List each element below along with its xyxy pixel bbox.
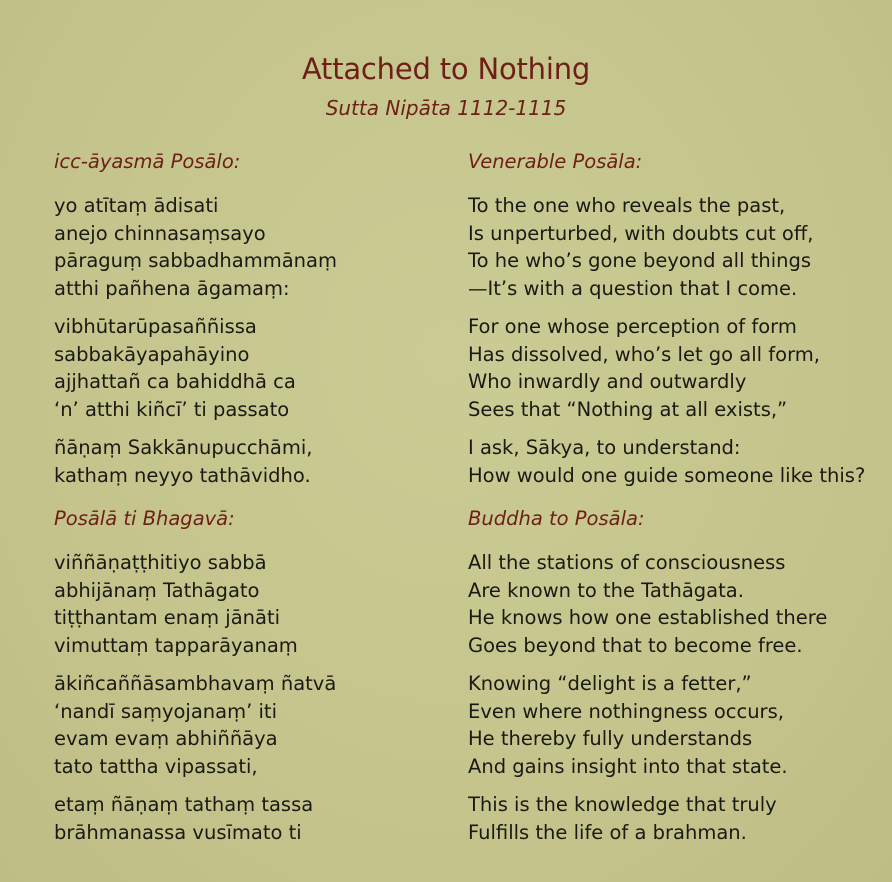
pali-stanza-1 [54,192,454,302]
verse-line: ‘nandī saṃyojanaṃ’ iti [54,699,277,723]
verse-line: Goes beyond that to become free. [468,633,803,657]
verse-line: He thereby fully understands [468,727,753,750]
verse-line: I ask, Sākya, to understand: [468,436,741,459]
verse-line: anejo chinnasaṃsayo [54,221,266,245]
pali-heading-1: icc-āyasmā Posālo: [54,150,241,173]
english-stanza-4 [468,549,878,659]
english-heading-2: Buddha to Posāla: [468,507,645,530]
verse-line: tiṭṭhantam enaṃ jānāti [54,606,281,629]
pali-heading-2: Posālā ti Bhagavā: [54,507,235,530]
pali-stanza-2 [54,313,454,423]
verse-line: Who inwardly and outwardly [468,370,747,393]
verse-line: kathaṃ neyyo tathāvidho. [54,463,311,487]
verse-line: He knows how one established there [468,606,828,629]
english-stanza-1 [468,192,878,302]
verse-line: Fulfills the life of a brahman. [468,820,747,844]
pali-column [54,148,454,846]
english-stanza-5 [468,670,878,780]
verse-line: Has dissolved, who’s let go all form, [468,342,820,366]
verse-line: For one whose perception of form [468,315,797,338]
verse-line: yo atītaṃ ādisati [54,194,219,217]
verse-line: brāhmanassa vusīmato ti [54,820,302,844]
verse-line: Knowing “delight is a fetter,” [468,672,752,695]
verse-line: etaṃ ñāṇaṃ tathaṃ tassa [54,793,314,816]
verse-line: viññāṇaṭṭhitiyo sabbā [54,551,267,574]
pali-stanza-6 [54,791,454,846]
english-stanza-2 [468,313,878,423]
page-subtitle: Sutta Nipāta 1112-1115 [325,96,567,120]
english-column [468,148,878,846]
verse-line: atthi pañhena āgamaṃ: [54,276,290,300]
verse-line: Is unperturbed, with doubts cut off, [468,221,814,245]
pali-stanza-5 [54,670,454,780]
verse-line: This is the knowledge that truly [468,793,777,816]
verse-line: ñāṇaṃ Sakkānupucchāmi, [54,436,313,459]
verse-line: vibhūtarūpasaññissa [54,315,257,338]
verse-line: evam evaṃ abhiññāya [54,727,278,750]
english-stanza-6 [468,791,878,846]
verse-line: ‘n’ atthi kiñcī’ ti passato [54,397,290,421]
verse-line: Even where nothingness occurs, [468,699,784,723]
verse-line: To he who’s gone beyond all things [468,249,812,272]
verse-line: pāraguṃ sabbadhammānaṃ [54,249,337,272]
english-stanza-3 [468,434,878,489]
english-heading-1: Venerable Posāla: [468,150,643,173]
verse-line: —It’s with a question that I come. [468,276,798,300]
verse-line: ākiñcaññāsambhavaṃ ñatvā [54,672,337,695]
verse-line: Are known to the Tathāgata. [468,578,744,602]
page-title: Attached to Nothing [301,52,591,86]
verse-line: How would one guide someone like this? [468,463,866,487]
verse-line: All the stations of consciousness [468,551,786,574]
pali-stanza-4 [54,549,454,659]
verse-line: Sees that “Nothing at all exists,” [468,397,788,421]
verse-line: And gains insight into that state. [468,754,788,778]
verse-line: sabbakāyapahāyino [54,342,250,366]
verse-line: abhijānaṃ Tathāgato [54,578,260,602]
pali-stanza-3 [54,434,454,489]
verse-line: To the one who reveals the past, [468,194,786,217]
verse-line: vimuttaṃ tapparāyanaṃ [54,633,298,657]
verse-line: ajjhattañ ca bahiddhā ca [54,370,296,393]
verse-line: tato tattha vipassati, [54,754,258,778]
